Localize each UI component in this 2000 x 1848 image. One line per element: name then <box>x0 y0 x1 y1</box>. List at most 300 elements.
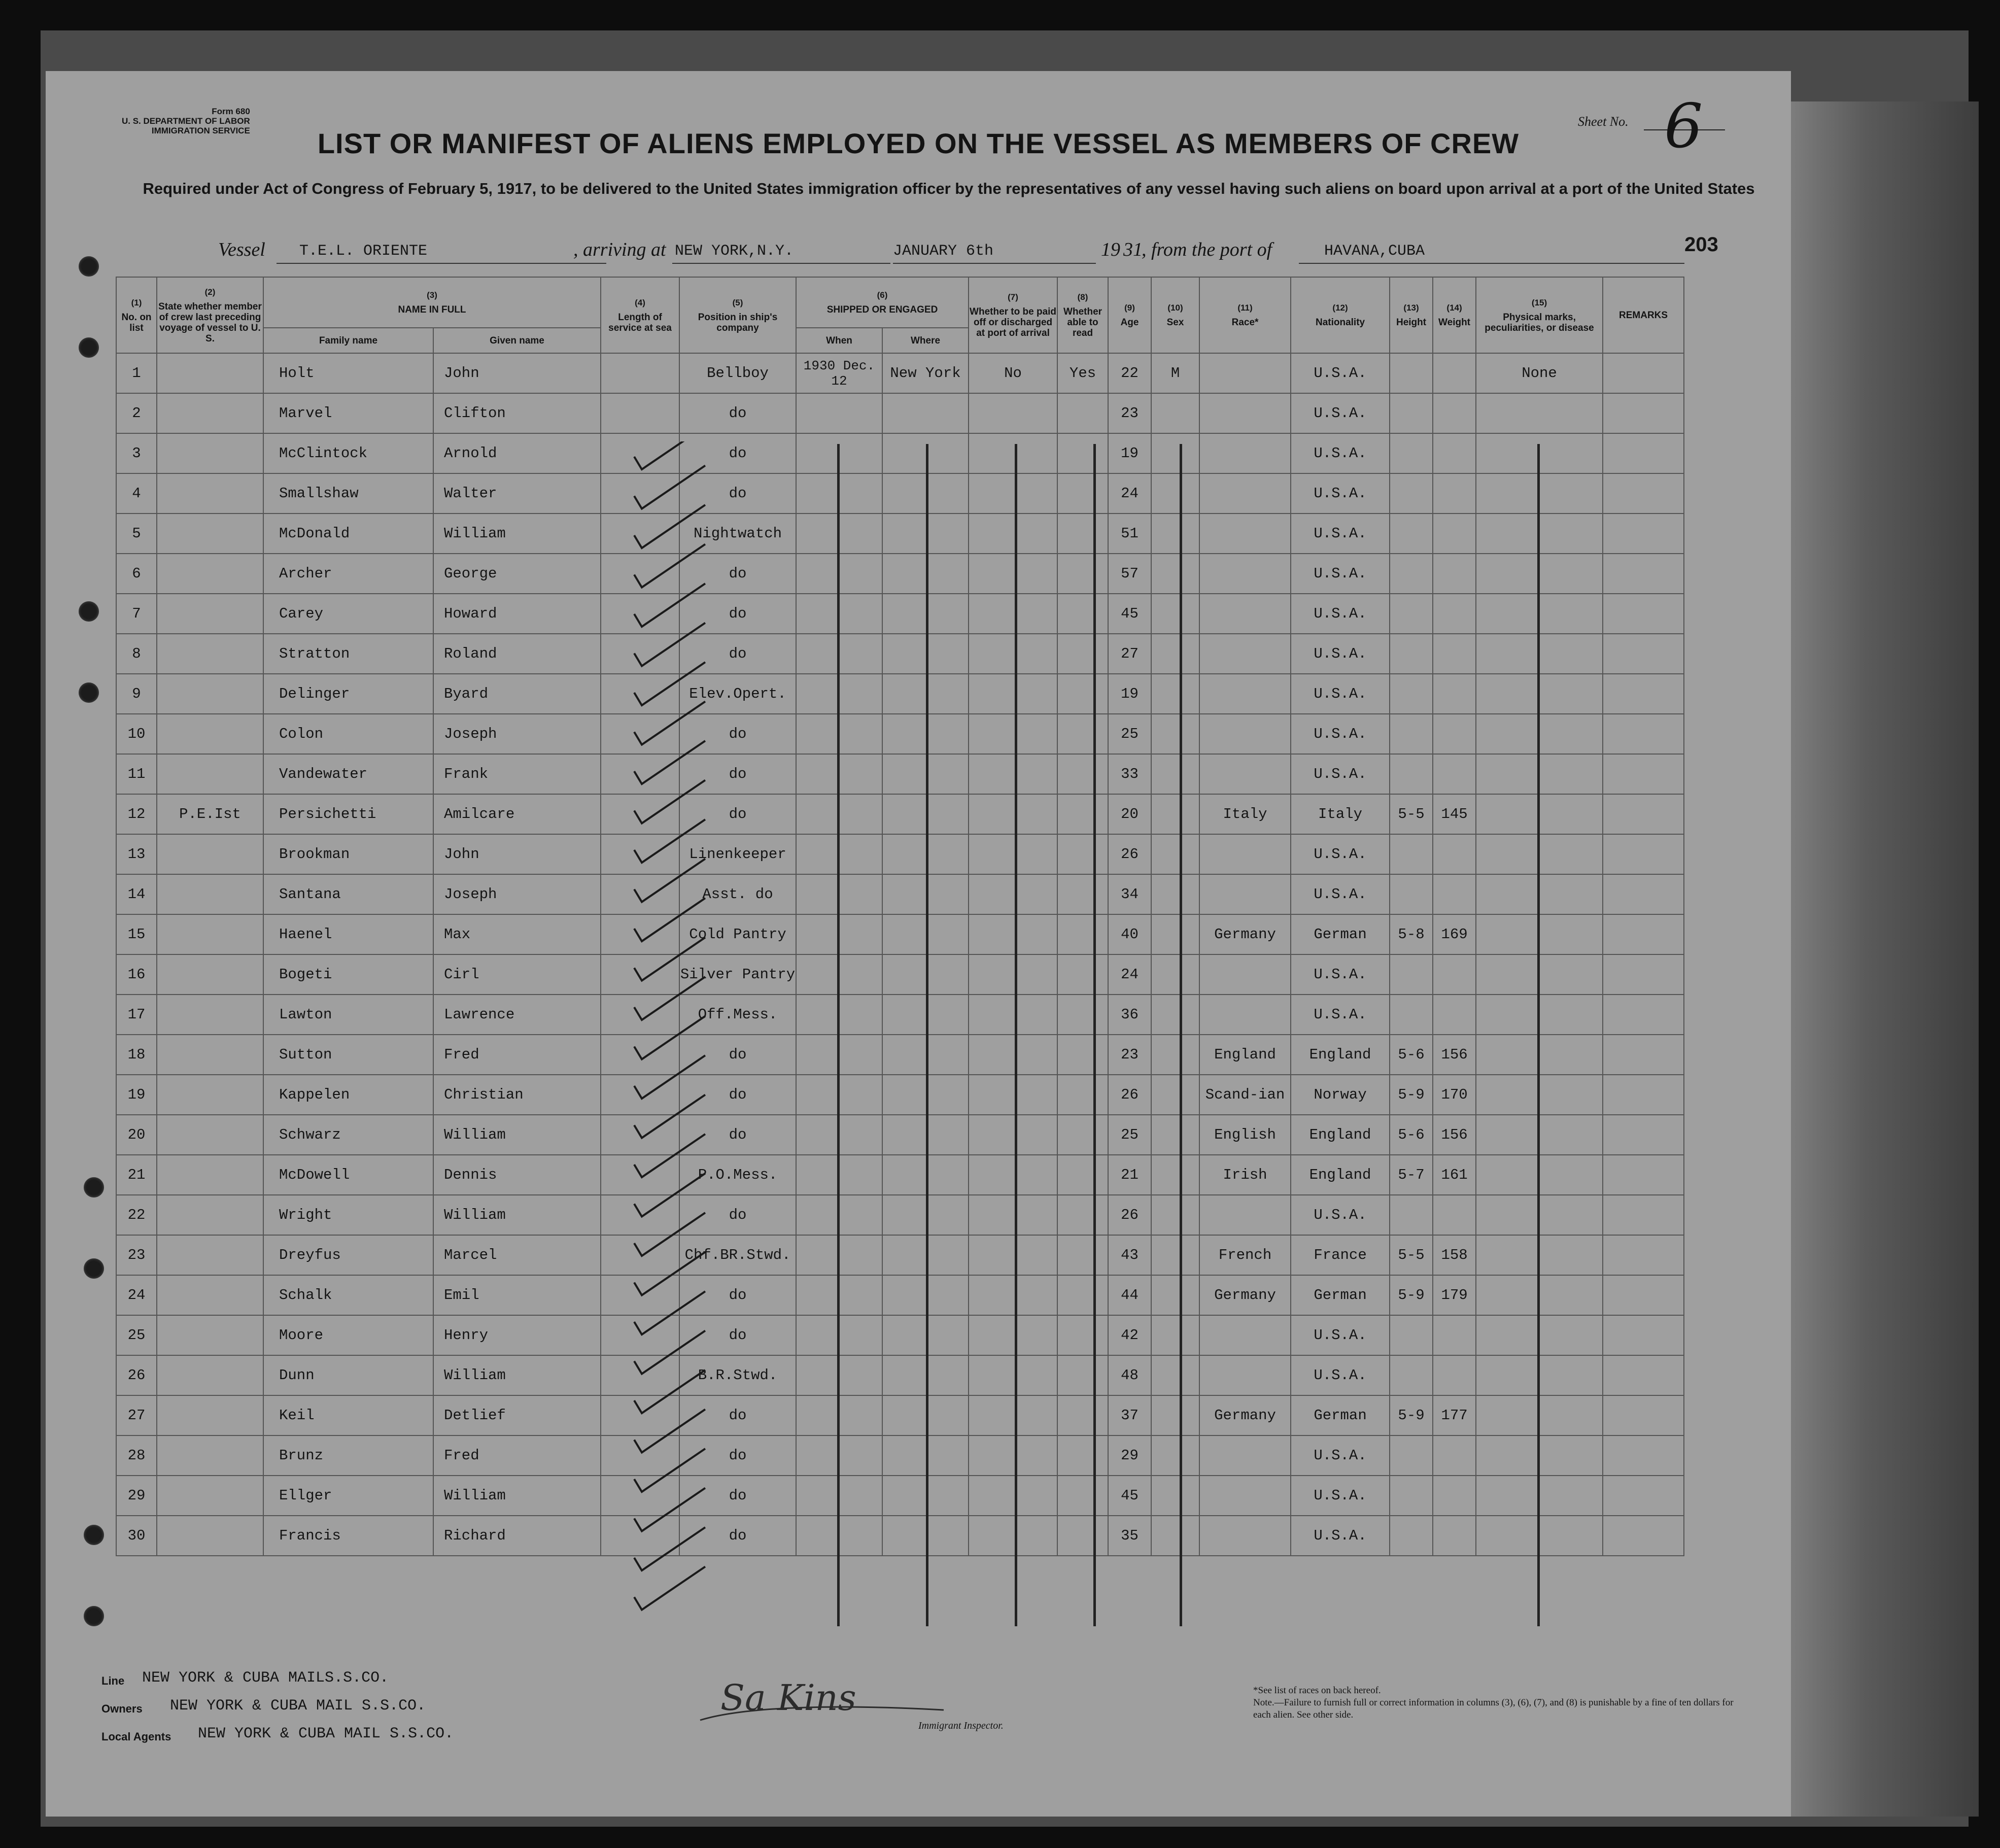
vessel-name: T.E.L. ORIENTE <box>299 243 428 260</box>
prev-voyage <box>157 1195 263 1235</box>
able-to-read <box>1057 634 1108 674</box>
inspector-label: Immigrant Inspector. <box>918 1720 1004 1731</box>
punch-hole <box>79 256 99 277</box>
position: do <box>679 1195 796 1235</box>
prev-voyage <box>157 393 263 433</box>
height <box>1390 554 1433 594</box>
year-prefix: 19 <box>1101 239 1120 260</box>
race <box>1199 754 1291 794</box>
able-to-read <box>1057 393 1108 433</box>
inspector-signature <box>690 1674 954 1735</box>
table-row <box>116 674 1684 714</box>
check-mark-icon <box>634 1449 705 1492</box>
remarks <box>1603 794 1684 834</box>
weight <box>1433 353 1476 393</box>
paid-off <box>969 1395 1057 1435</box>
col-header-when: When <box>796 328 882 353</box>
table-row <box>116 1476 1684 1516</box>
race <box>1199 353 1291 393</box>
page-number: 203 <box>1684 233 1718 256</box>
position: Silver Pantry <box>679 954 796 995</box>
check-mark-icon <box>634 1252 705 1295</box>
family-name: McClintock <box>263 433 433 473</box>
check-mark-icon <box>634 702 705 745</box>
given-name: Walter <box>433 473 601 514</box>
col-header-race: (11) Race* <box>1199 277 1291 353</box>
able-to-read <box>1057 1315 1108 1355</box>
height: 5-9 <box>1390 1275 1433 1315</box>
given-name: Howard <box>433 594 601 634</box>
row-number: 25 <box>116 1315 157 1355</box>
paid-off <box>969 433 1057 473</box>
row-number: 4 <box>116 473 157 514</box>
page-edge-shadow <box>1791 101 1979 1817</box>
height <box>1390 954 1433 995</box>
check-mark-icon <box>634 623 705 666</box>
check-mark-icon <box>634 466 705 509</box>
paid-off <box>969 393 1057 433</box>
col-header-service: (4) Length of service at sea <box>601 277 679 353</box>
prev-voyage <box>157 353 263 393</box>
weight <box>1433 473 1476 514</box>
sex <box>1151 1155 1199 1195</box>
race: Germany <box>1199 1275 1291 1315</box>
given-name: Joseph <box>433 714 601 754</box>
position: Elev.Opert. <box>679 674 796 714</box>
paid-off <box>969 1275 1057 1315</box>
able-to-read <box>1057 1516 1108 1556</box>
sex <box>1151 1275 1199 1315</box>
col-header-paid-off: (7) Whether to be paid off or discharged at port of arrival <box>969 277 1057 353</box>
port-label: , from the port of <box>1142 239 1272 260</box>
owners-label: Owners <box>101 1702 143 1715</box>
nationality: U.S.A. <box>1291 594 1390 634</box>
sex: M <box>1151 353 1199 393</box>
able-to-read <box>1057 674 1108 714</box>
weight: 170 <box>1433 1075 1476 1115</box>
given-name: Emil <box>433 1275 601 1315</box>
prev-voyage <box>157 1395 263 1435</box>
physical-marks <box>1476 393 1603 433</box>
able-to-read <box>1057 514 1108 554</box>
weight <box>1433 1195 1476 1235</box>
row-number: 15 <box>116 914 157 954</box>
table-row <box>116 1516 1684 1556</box>
family-name: Stratton <box>263 634 433 674</box>
age: 35 <box>1108 1516 1151 1556</box>
paid-off <box>969 1476 1057 1516</box>
prev-voyage: P.E.Ist <box>157 794 263 834</box>
able-to-read <box>1057 1395 1108 1435</box>
row-number: 11 <box>116 754 157 794</box>
row-number: 21 <box>116 1155 157 1195</box>
height: 5-7 <box>1390 1155 1433 1195</box>
position: do <box>679 594 796 634</box>
position: do <box>679 554 796 594</box>
paid-off <box>969 995 1057 1035</box>
position: Asst. do <box>679 874 796 914</box>
shipped-when <box>796 393 882 433</box>
line-value: NEW YORK & CUBA MAILS.S.CO. <box>142 1669 389 1687</box>
sex <box>1151 995 1199 1035</box>
weight <box>1433 634 1476 674</box>
race <box>1199 1516 1291 1556</box>
weight <box>1433 433 1476 473</box>
table-row <box>116 554 1684 594</box>
age: 57 <box>1108 554 1151 594</box>
shipped-where <box>882 393 969 433</box>
able-to-read <box>1057 473 1108 514</box>
given-name: Clifton <box>433 393 601 433</box>
able-to-read <box>1057 1035 1108 1075</box>
prev-voyage <box>157 714 263 754</box>
race <box>1199 473 1291 514</box>
race: Irish <box>1199 1155 1291 1195</box>
remarks <box>1603 1035 1684 1075</box>
able-to-read <box>1057 1115 1108 1155</box>
height <box>1390 1195 1433 1235</box>
weight: 179 <box>1433 1275 1476 1315</box>
position: do <box>679 794 796 834</box>
given-name: Arnold <box>433 433 601 473</box>
prev-voyage <box>157 995 263 1035</box>
race: England <box>1199 1035 1291 1075</box>
remarks <box>1603 1235 1684 1275</box>
age: 24 <box>1108 954 1151 995</box>
check-mark-icon <box>634 1016 705 1059</box>
check-mark-icon <box>634 1488 705 1531</box>
check-mark-icon <box>634 505 705 548</box>
line-label: Line <box>101 1674 125 1687</box>
position: do <box>679 714 796 754</box>
remarks <box>1603 1075 1684 1115</box>
col-header-weight: (14) Weight <box>1433 277 1476 353</box>
owners-value: NEW YORK & CUBA MAIL S.S.CO. <box>170 1697 426 1715</box>
height <box>1390 1476 1433 1516</box>
col-header-name: (3) NAME IN FULL <box>263 277 601 328</box>
service-name: IMMIGRATION SERVICE <box>151 126 250 135</box>
able-to-read: Yes <box>1057 353 1108 393</box>
nationality: U.S.A. <box>1291 1516 1390 1556</box>
given-name: Frank <box>433 754 601 794</box>
nationality: U.S.A. <box>1291 1195 1390 1235</box>
arriving-port: NEW YORK,N.Y. <box>675 243 794 260</box>
weight: 156 <box>1433 1115 1476 1155</box>
race <box>1199 433 1291 473</box>
prev-voyage <box>157 1115 263 1155</box>
paid-off <box>969 1235 1057 1275</box>
age: 43 <box>1108 1235 1151 1275</box>
remarks <box>1603 1155 1684 1195</box>
vessel-info-row <box>46 238 1791 269</box>
weight <box>1433 714 1476 754</box>
age: 26 <box>1108 1075 1151 1115</box>
weight <box>1433 1476 1476 1516</box>
age: 23 <box>1108 1035 1151 1075</box>
weight <box>1433 1315 1476 1355</box>
col-header-remarks: REMARKS <box>1603 277 1684 353</box>
remarks <box>1603 554 1684 594</box>
check-mark-icon <box>634 938 705 981</box>
weight <box>1433 954 1476 995</box>
prev-voyage <box>157 1476 263 1516</box>
paid-off <box>969 674 1057 714</box>
given-name: Richard <box>433 1516 601 1556</box>
remarks <box>1603 954 1684 995</box>
check-mark-icon <box>634 1410 705 1453</box>
nationality: U.S.A. <box>1291 834 1390 874</box>
remarks <box>1603 1516 1684 1556</box>
check-mark-icon <box>634 1370 705 1413</box>
prev-voyage <box>157 554 263 594</box>
check-mark-icon <box>634 1213 705 1256</box>
check-mark-icon <box>634 544 705 588</box>
table-row <box>116 1155 1684 1195</box>
weight <box>1433 834 1476 874</box>
remarks <box>1603 594 1684 634</box>
col-header-shipped: (6) SHIPPED OR ENGAGED <box>796 277 969 328</box>
table-row <box>116 1395 1684 1435</box>
family-name: McDonald <box>263 514 433 554</box>
punch-hole <box>84 1606 104 1626</box>
paid-off <box>969 1155 1057 1195</box>
prev-voyage <box>157 594 263 634</box>
age: 51 <box>1108 514 1151 554</box>
given-name: William <box>433 1476 601 1516</box>
nationality: U.S.A. <box>1291 674 1390 714</box>
family-name: Wright <box>263 1195 433 1235</box>
sex <box>1151 834 1199 874</box>
row-number: 1 <box>116 353 157 393</box>
table-row <box>116 1115 1684 1155</box>
age: 37 <box>1108 1395 1151 1435</box>
height <box>1390 754 1433 794</box>
remarks <box>1603 1435 1684 1476</box>
col-header-marks: (15) Physical marks, peculiarities, or disease <box>1476 277 1603 353</box>
given-name: Cirl <box>433 954 601 995</box>
nationality: U.S.A. <box>1291 554 1390 594</box>
nationality: U.S.A. <box>1291 874 1390 914</box>
position: do <box>679 393 796 433</box>
height: 5-6 <box>1390 1035 1433 1075</box>
table-row <box>116 754 1684 794</box>
prev-voyage <box>157 674 263 714</box>
able-to-read <box>1057 433 1108 473</box>
age: 27 <box>1108 634 1151 674</box>
given-name: Fred <box>433 1435 601 1476</box>
table-row <box>116 874 1684 914</box>
race <box>1199 1355 1291 1395</box>
svg-text:Sa Kins: Sa Kins <box>720 1677 856 1719</box>
nationality: U.S.A. <box>1291 634 1390 674</box>
family-name: Ellger <box>263 1476 433 1516</box>
age: 45 <box>1108 1476 1151 1516</box>
height: 5-9 <box>1390 1075 1433 1115</box>
remarks <box>1603 714 1684 754</box>
weight: 156 <box>1433 1035 1476 1075</box>
position: P.O.Mess. <box>679 1155 796 1195</box>
height <box>1390 473 1433 514</box>
sex <box>1151 1476 1199 1516</box>
able-to-read <box>1057 594 1108 634</box>
nationality: U.S.A. <box>1291 353 1390 393</box>
position: do <box>679 1115 796 1155</box>
paid-off <box>969 594 1057 634</box>
remarks <box>1603 634 1684 674</box>
weight <box>1433 594 1476 634</box>
race <box>1199 874 1291 914</box>
remarks <box>1603 1275 1684 1315</box>
age: 19 <box>1108 674 1151 714</box>
table-row <box>116 1275 1684 1315</box>
paid-off <box>969 914 1057 954</box>
ditto-line-marks <box>1537 444 1540 1626</box>
family-name: Vandewater <box>263 754 433 794</box>
paid-off <box>969 514 1057 554</box>
remarks <box>1603 1355 1684 1395</box>
punch-hole <box>79 682 99 703</box>
row-number: 9 <box>116 674 157 714</box>
height <box>1390 1315 1433 1355</box>
family-name: Schalk <box>263 1275 433 1315</box>
check-mark-icon <box>634 898 705 941</box>
weight <box>1433 754 1476 794</box>
age: 44 <box>1108 1275 1151 1315</box>
paid-off <box>969 1195 1057 1235</box>
row-number: 3 <box>116 433 157 473</box>
table-row <box>116 1075 1684 1115</box>
manifest-rows <box>116 353 1684 1556</box>
ditto-line-paid <box>1015 444 1017 1626</box>
row-number: 26 <box>116 1355 157 1395</box>
able-to-read <box>1057 1435 1108 1476</box>
position: do <box>679 1395 796 1435</box>
row-number: 14 <box>116 874 157 914</box>
nationality: U.S.A. <box>1291 995 1390 1035</box>
sex <box>1151 554 1199 594</box>
remarks <box>1603 514 1684 554</box>
height: 5-9 <box>1390 1395 1433 1435</box>
given-name: John <box>433 353 601 393</box>
height: 5-6 <box>1390 1115 1433 1155</box>
weight <box>1433 514 1476 554</box>
weight: 169 <box>1433 914 1476 954</box>
sex <box>1151 1435 1199 1476</box>
able-to-read <box>1057 914 1108 954</box>
given-name: William <box>433 514 601 554</box>
table-row <box>116 634 1684 674</box>
table-row <box>116 834 1684 874</box>
race: French <box>1199 1235 1291 1275</box>
race: Germany <box>1199 914 1291 954</box>
physical-marks: None <box>1476 353 1603 393</box>
given-name: William <box>433 1355 601 1395</box>
age: 34 <box>1108 874 1151 914</box>
row-number: 28 <box>116 1435 157 1476</box>
age: 24 <box>1108 473 1151 514</box>
remarks <box>1603 433 1684 473</box>
ditto-line-sex <box>1180 444 1182 1626</box>
remarks <box>1603 914 1684 954</box>
prev-voyage <box>157 473 263 514</box>
given-name: Fred <box>433 1035 601 1075</box>
race <box>1199 554 1291 594</box>
vessel-label: Vessel <box>218 239 265 260</box>
check-mark-icon <box>634 1331 705 1374</box>
given-name: John <box>433 834 601 874</box>
race <box>1199 995 1291 1035</box>
paid-off <box>969 794 1057 834</box>
row-number: 29 <box>116 1476 157 1516</box>
sex <box>1151 1395 1199 1435</box>
sex <box>1151 754 1199 794</box>
family-name: Dunn <box>263 1355 433 1395</box>
position: do <box>679 1315 796 1355</box>
weight: 145 <box>1433 794 1476 834</box>
remarks <box>1603 393 1684 433</box>
check-mark-icon <box>634 584 705 627</box>
height <box>1390 353 1433 393</box>
position: do <box>679 1035 796 1075</box>
service-length <box>601 353 679 393</box>
prev-voyage <box>157 1315 263 1355</box>
race: Italy <box>1199 794 1291 834</box>
prev-voyage <box>157 1075 263 1115</box>
table-row <box>116 433 1684 473</box>
form-number: Form 680 <box>212 107 250 116</box>
family-name: Moore <box>263 1315 433 1355</box>
nationality: England <box>1291 1155 1390 1195</box>
prev-voyage <box>157 433 263 473</box>
family-name: Holt <box>263 353 433 393</box>
race <box>1199 1195 1291 1235</box>
row-number: 18 <box>116 1035 157 1075</box>
able-to-read <box>1057 995 1108 1035</box>
sex <box>1151 954 1199 995</box>
prev-voyage <box>157 1516 263 1556</box>
nationality: U.S.A. <box>1291 1476 1390 1516</box>
prev-voyage <box>157 874 263 914</box>
race <box>1199 594 1291 634</box>
departure-port: HAVANA,CUBA <box>1324 243 1425 260</box>
race: English <box>1199 1115 1291 1155</box>
punch-hole <box>84 1525 104 1545</box>
race <box>1199 393 1291 433</box>
remarks <box>1603 473 1684 514</box>
race <box>1199 1476 1291 1516</box>
col-header-prev-voyage: (2) State whether member of crew last preceding voyage of vessel to U. S. <box>157 277 263 353</box>
nationality: Norway <box>1291 1075 1390 1115</box>
age: 26 <box>1108 834 1151 874</box>
height <box>1390 995 1433 1035</box>
table-row <box>116 1195 1684 1235</box>
position: Linenkeeper <box>679 834 796 874</box>
given-name: William <box>433 1115 601 1155</box>
table-row <box>116 1315 1684 1355</box>
table-row <box>116 714 1684 754</box>
position: do <box>679 473 796 514</box>
table-row <box>116 1355 1684 1395</box>
race <box>1199 674 1291 714</box>
remarks <box>1603 1195 1684 1235</box>
position: do <box>679 433 796 473</box>
position: Cold Pantry <box>679 914 796 954</box>
given-name: George <box>433 554 601 594</box>
family-name: Archer <box>263 554 433 594</box>
paid-off <box>969 1115 1057 1155</box>
able-to-read <box>1057 754 1108 794</box>
table-row <box>116 914 1684 954</box>
